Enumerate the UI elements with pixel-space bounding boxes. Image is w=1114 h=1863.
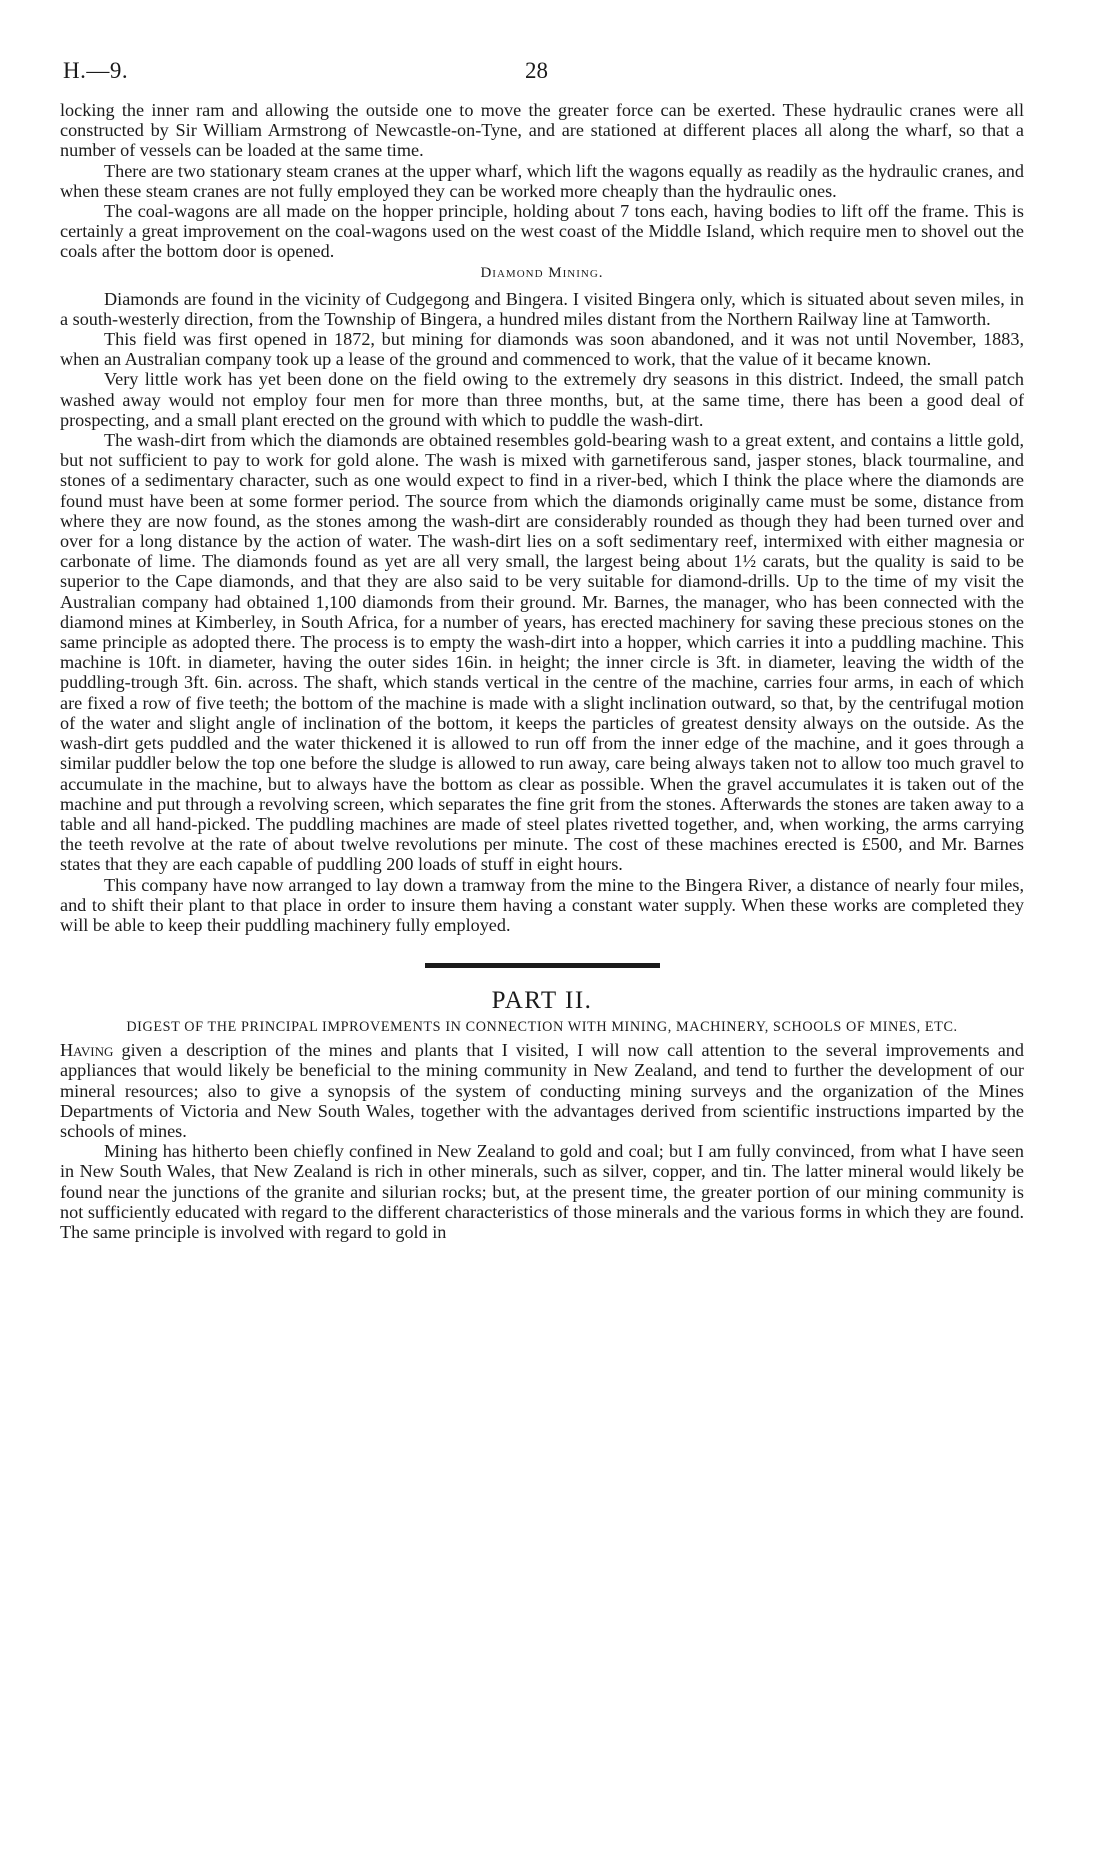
page-header xyxy=(60,52,1024,92)
paragraph: This company have now arranged to lay down a tramway from the mine to the Bingera River, a distance of nearly four miles, and to shift their plant to that place in order to insure them having a constant water supply. When these works are completed they will be able to keep their puddling machinery fully employed. xyxy=(60,874,1024,935)
paragraph: Diamonds are found in the vicinity of Cudgegong and Bingera. I visited Bingera only, which is situated about seven miles, in a south-westerly direction, from the Township of Bingera, a hundred miles distant from the Northern Railway line at Tamworth. xyxy=(60,288,1024,329)
paragraph: The wash-dirt from which the diamonds are obtained resembles gold-bearing wash to a great extent, and contains a little gold, but not sufficient to pay to work for gold alone. The wash is mixed with garnetiferous sand, jasper stones, black tourmaline, and stones of a sedimentary character, such as one would expect to find in a river-bed, which I think the place where the diamonds are found must have been at some former period. The source from which the diamonds originally came must be some, distance from where they are now found, as the stones among the wash-dirt are considerably rounded as though they had been turned over and over for a long distance by the action of water. The wash-dirt lies on a soft sedimentary reef, intermixed with either magnesia or carbonate of lime. The diamonds found as yet are all very small, the largest being about 1½ carats, but the quality is said to be superior to the Cape diamonds, and that they are also said to be very suitable for diamond-drills. Up to the time of my visit the Australian company had obtained 1,100 diamonds from their ground. Mr. Barnes, the manager, who has been connected with the diamond mines at Kimberley, in South Africa, for a number of years, has erected machinery for saving these precious stones on the same principle as adopted there. The process is to empty the wash-dirt into a hopper, which carries it into a puddling machine. This machine is 10ft. in diameter, having the outer sides 16in. in height; the inner circle is 3ft. in diameter, leaving the width of the puddling-trough 3ft. 6in. across. The shaft, which stands vertical in the centre of the machine, carries four arms, in each of which are fixed a row of five teeth; the bottom of the machine is made with a slight inclination outward, so that, by the centrifugal motion of the water and slight angle of inclination of the bottom, it keeps the particles of greatest density always on the outside. As the wash-dirt gets puddled and the water thickened it is allowed to run off from the inner edge of the machine, and it goes through a similar puddler below the top one before the sludge is allowed to run away, care being always taken not to allow too much gravel to accumulate in the machine, but to always have the bottom as clear as possible. When the gravel accumulates it is taken out of the machine and put through a revolving screen, which separates the fine grit from the stones. Afterwards the stones are taken away to a table and all hand-picked. The puddling machines are made of steel plates rivetted together, and, when working, the arms carrying the teeth revolve at the rate of about twelve revolutions per minute. The cost of these machines erected is £500, and Mr. Barnes states that they are each capable of puddling 200 loads of stuff in eight hours. xyxy=(60,430,1024,875)
document-page xyxy=(60,52,1024,1842)
lead-word: Having xyxy=(60,1040,114,1061)
body-text xyxy=(60,100,1024,1242)
paragraph: Mining has hitherto been chiefly confined in New Zealand to gold and coal; but I am fully convinced, from what I have seen in New South Wales, that New Zealand is rich in other minerals, such as silver, copper, and tin. The latter mineral would likely be found near the junctions of the granite and silurian rocks; but, at the present time, the greater portion of our mining community is not sufficiently educated with regard to the different characteristics of those minerals and the various forms in which they are found. The same principle is involved with regard to gold in xyxy=(60,1141,1024,1242)
paragraph xyxy=(60,1040,1024,1141)
page-number: 28 xyxy=(525,58,548,83)
paragraph: There are two stationary steam cranes at the upper wharf, which lift the wagons equally as readily as the hydraulic cranes, and when these steam cranes are not fully employed they can be worked more cheaply than the hydraulic ones. xyxy=(60,160,1024,201)
paragraph: This field was first opened in 1872, but mining for diamonds was soon abandoned, and it was not until November, 1883, when an Australian company took up a lease of the ground and commenced to work, that the value of it became known. xyxy=(60,329,1024,370)
section-heading-diamond-mining: Diamond Mining. xyxy=(480,264,604,281)
document-reference: H.—9. xyxy=(63,58,129,83)
paragraph: The coal-wagons are all made on the hopper principle, holding about 7 tons each, having bodies to lift off the frame. This is certainly a great improvement on the coal-wagons used on the west coast of the Middle Island, which require men to shovel out the coals after the bottom door is opened. xyxy=(60,201,1024,262)
paragraph: locking the inner ram and allowing the outside one to move the greater force can be exerted. These hydraulic cranes were all constructed by Sir William Armstrong of Newcastle-on-Tyne, and are stationed at different places all along the wharf, so that a number of vessels can be loaded at the same time. xyxy=(60,100,1024,161)
part-subtitle: DIGEST OF THE PRINCIPAL IMPROVEMENTS IN CONNECTION WITH MINING, MACHINERY, SCHOOLS OF MINES, ETC. xyxy=(126,1019,958,1036)
section-divider-rule xyxy=(425,963,660,968)
paragraph: Very little work has yet been done on the field owing to the extremely dry seasons in this district. Indeed, the small patch washed away would not employ four men for more than three months, but, at the same time, there has been a good deal of prospecting, and a small plant erected on the ground with which to puddle the wash-dirt. xyxy=(60,369,1024,430)
paragraph-text: given a description of the mines and plants that I visited, I will now call attention to the several improvements and appliances that would likely be beneficial to the mining community in New Zealand, and tend to further the development of our mineral resources; also to give a synopsis of the system of conducting mining surveys and the organization of the Mines Departments of Victoria and New South Wales, together with the advantages derived from scientific instructions imparted by the schools of mines. xyxy=(60,1040,1024,1141)
part-title: PART II. xyxy=(491,987,593,1015)
